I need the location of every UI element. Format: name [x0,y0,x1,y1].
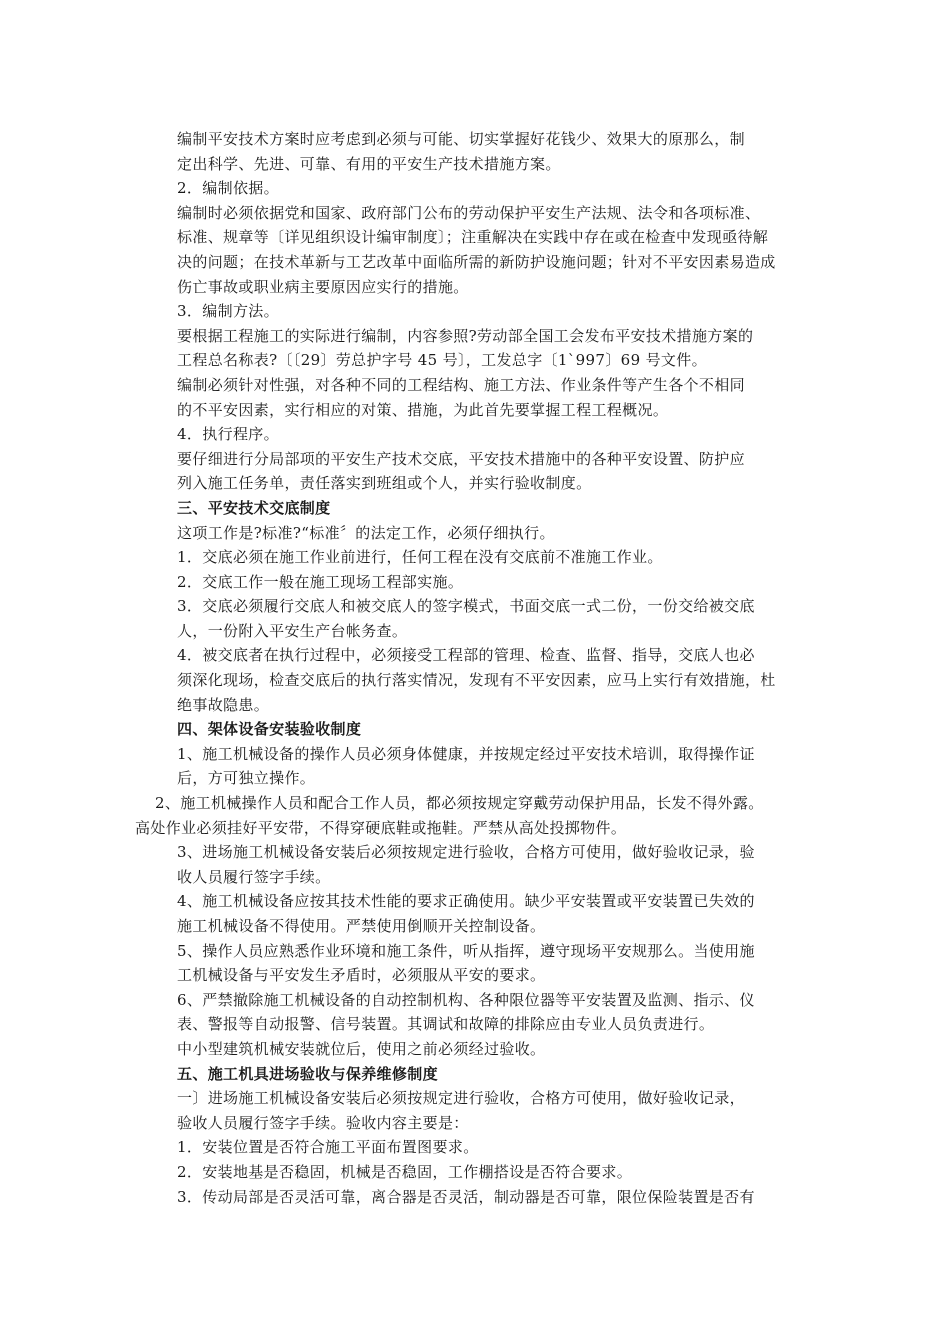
text-line: 人，一份附入平安生产台帐务查。 [177,621,408,640]
text-line: 须深化现场，检查交底后的执行落实情况，发现有不平安因素，应马上实行有效措施，杜 [177,671,776,690]
paragraph [145,176,810,201]
text-line: 1．安装位置是否符合施工平面布置图要求。 [177,1138,479,1157]
paragraph [145,1086,810,1135]
text-line: 3．传动局部是否灵活可靠，离合器是否灵活，制动器是否可靠，限位保险装置是否有 [177,1187,755,1206]
text-line: 3．交底必须履行交底人和被交底人的签字模式，书面交底一式二份，一份交给被交底 [177,597,755,616]
paragraph [145,570,810,595]
text-line: 工机械设备与平安发生矛盾时，必须服从平安的要求。 [177,966,546,985]
text-line: 6、严禁撤除施工机械设备的自动控制机构、各种限位器等平安装置及监测、指示、仪 [177,990,755,1009]
paragraph [145,373,810,422]
text-line: 列入施工任务单，责任落实到班组或个人，并实行验收制度。 [177,474,592,493]
text-line: 要仔细进行分局部项的平安生产技术交底，平安技术措施中的各种平安设置、防护应 [177,449,745,468]
paragraph [145,299,810,324]
paragraph [145,742,810,791]
text-line: 工程总名称表?〔〔29〕劳总护字号 45 号〕，工发总字〔1`997〕69 号文件。 [177,351,707,370]
text-line: 四、架体设备安装验收制度 [177,720,362,739]
section-heading [145,496,810,521]
text-line: 2、施工机械操作人员和配合工作人员，都必须按规定穿戴劳动保护用品，长发不得外露。 [155,794,764,813]
text-line: 5、操作人员应熟悉作业环境和施工条件，听从指挥，遵守现场平安规那么。当使用施 [177,941,755,960]
text-line: 标准、规章等〔详见组织设计编审制度〕；注重解决在实践中存在或在检查中发现亟待解 [177,228,769,247]
paragraph [145,643,810,717]
text-line: 要根据工程施工的实际进行编制，内容参照?劳动部全国工会发布平安技术措施方案的 [177,326,754,345]
paragraph [145,1037,810,1062]
text-line: 定出科学、先进、可靠、有用的平安生产技术措施方案。 [177,154,561,173]
text-line: 收人员履行签字手续。 [177,867,331,886]
paragraph [145,840,810,889]
text-line: 三、平安技术交底制度 [177,498,331,517]
paragraph [145,447,810,496]
text-line: 施工机械设备不得使用。严禁使用倒顺开关控制设备。 [177,917,546,935]
text-line: 3．编制方法。 [177,302,279,321]
text-line: 3、进场施工机械设备安装后必须按规定进行验收，合格方可使用，做好验收记录，验 [177,843,755,862]
paragraph [145,594,810,643]
text-line: 表、警报等自动报警、信号装置。其调试和故障的排除应由专业人员负责进行。 [177,1015,715,1034]
paragraph [145,545,810,570]
text-line: 的不平安因素，实行相应的对策、措施，为此首先要掌握工程工程概况。 [177,400,669,419]
text-line: 后，方可独立操作。 [177,769,316,788]
text-line: 伤亡事故或职业病主要原因应实行的措施。 [177,277,469,296]
text-line: 2．编制依据。 [177,179,279,198]
paragraph [145,201,810,299]
paragraph [145,422,810,447]
text-line: 1．交底必须在施工作业前进行，任何工程在没有交底前不准施工作业。 [177,548,663,567]
paragraph [145,324,810,373]
text-line: 编制时必须依据党和国家、政府部门公布的劳动保护平安生产法规、法令和各项标准、 [177,203,761,222]
text-line: 一〕进场施工机械设备安装后必须按规定进行验收，合格方可使用，做好验收记录， [177,1089,745,1108]
text-line: 2．交底工作一般在施工现场工程部实施。 [177,572,464,591]
text-line: 4．被交底者在执行过程中，必须接受工程部的管理、检查、监督、指导，交底人也必 [177,646,755,665]
text-line: 决的问题；在技术革新与工艺改革中面临所需的新防护设施问题；针对不平安因素易造成 [177,252,776,271]
text-line: 4．执行程序。 [177,425,279,444]
text-line: 绝事故隐患。 [177,695,270,714]
section-heading [145,1062,810,1087]
paragraph [145,127,810,176]
text-line: 编制必须针对性强，对各种不同的工程结构、施工方法、作业条件等产生各个不相同 [177,375,745,394]
text-line: 中小型建筑机械安装就位后，使用之前必须经过验收。 [177,1039,546,1058]
paragraph [135,791,810,840]
text-line: 这项工作是?标准?“标准〞的法定工作，必须仔细执行。 [177,523,555,542]
text-line: 验收人员履行签字手续。验收内容主要是： [177,1113,469,1132]
text-line: 2．安装地基是否稳固，机械是否稳固，工作棚搭设是否符合要求。 [177,1162,633,1181]
paragraph [145,1185,810,1210]
text-line: 高处作业必须挂好平安带，不得穿硬底鞋或拖鞋。严禁从高处投掷物件。 [135,818,627,837]
paragraph [145,1160,810,1185]
text-line: 编制平安技术方案时应考虑到必须与可能、切实掌握好花钱少、效果大的原那么，制 [177,130,745,148]
paragraph [145,889,810,938]
section-heading [145,717,810,742]
paragraph [145,521,810,546]
text-line: 五、施工机具进场验收与保养维修制度 [177,1064,438,1083]
text-line: 1、施工机械设备的操作人员必须身体健康，并按规定经过平安技术培训，取得操作证 [177,744,755,763]
text-line: 4、施工机械设备应按其技术性能的要求正确使用。缺少平安装置或平安装置已失效的 [177,892,755,911]
paragraph [145,1135,810,1160]
document-body [135,127,810,1209]
paragraph [145,939,810,988]
paragraph [145,988,810,1037]
